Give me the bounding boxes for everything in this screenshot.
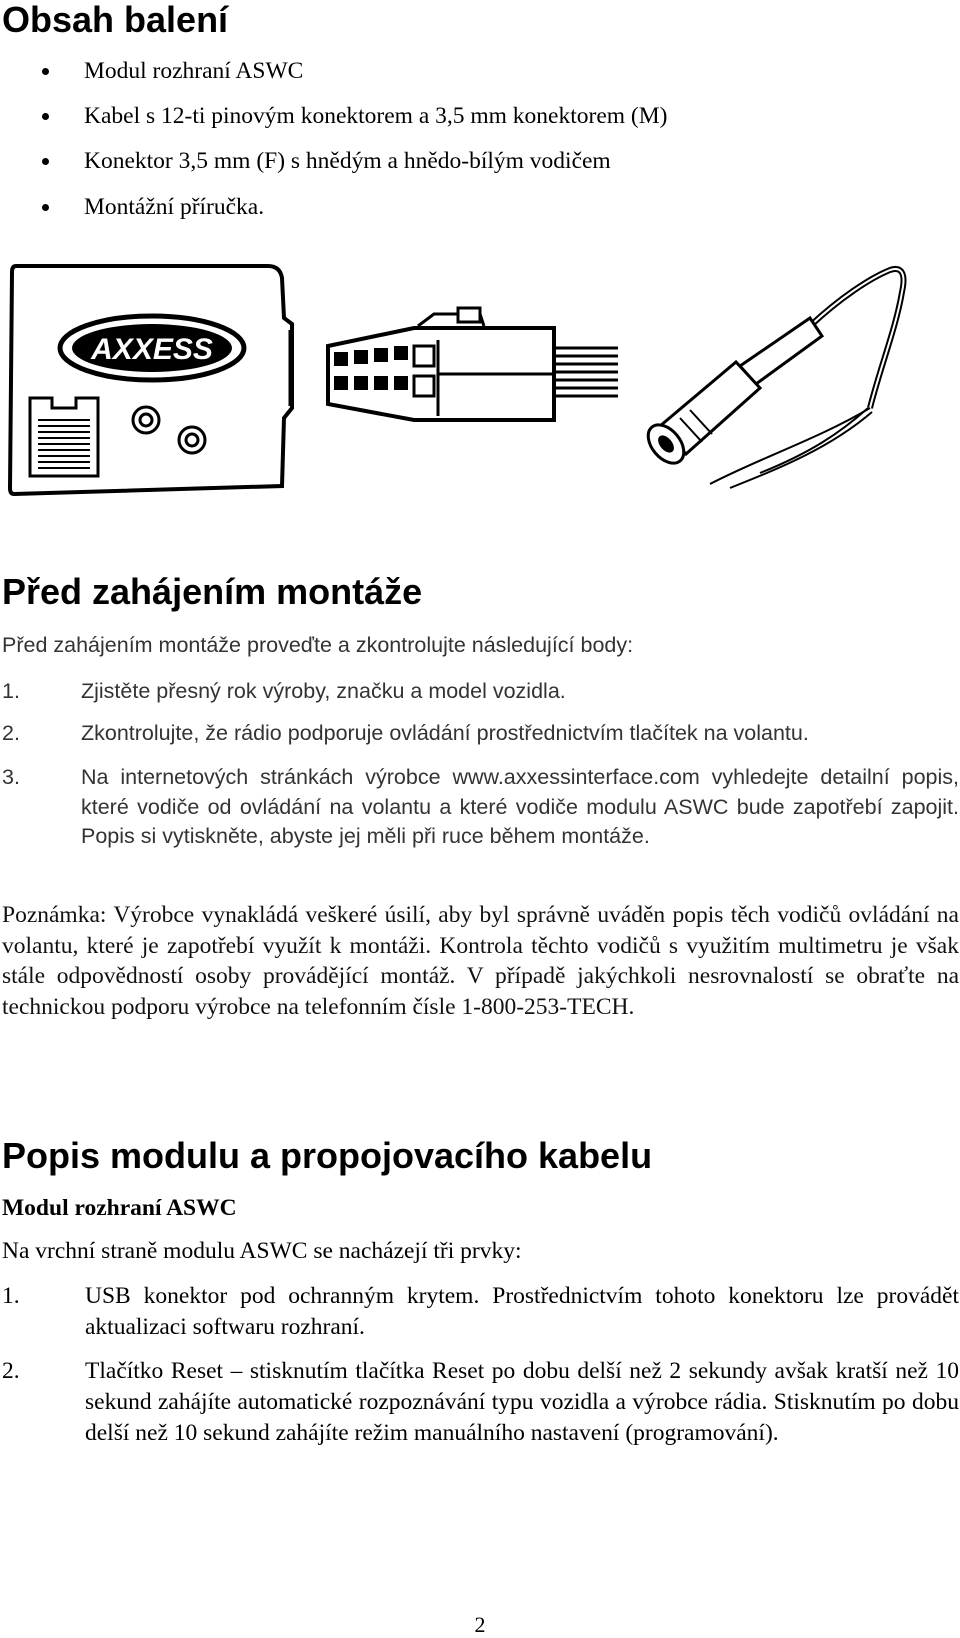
twelve-pin-connector-illustration [318,300,630,430]
list-item-text: Na internetových stránkách výrobce www.axxessinterface.com vyhledejte detailní popis, které vodiče od ovládání na volantu a které vodiče modulu ASWC bude zapotřebí zapojit. Popis si vytiskněte, abyste jej měli při ruce během montáže. [81,765,959,848]
subsection-intro: Na vrchní straně modulu ASWC se nacházejí tři prvky: [2,1238,522,1264]
section-title-package-contents: Obsah balení [2,0,229,40]
reset-button-icon [133,407,159,433]
bullet-icon [42,158,49,165]
section-title-before-installation: Před zahájením montáže [2,571,423,612]
list-item-text: Konektor 3,5 mm (F) s hnědým a hnědo-bílým vodičem [84,148,611,174]
jack-socket-icon [179,427,205,453]
note-paragraph: Poznámka: Výrobce vynakládá veškeré úsilí, aby byl správně uváděn popis těch vodičů ovládání na volantu, které je zapotřebí využít k montáži. Kontrola těchto vodičů s využitím multimetru je však stále odpovědností osoby provádějící montáž. V případě jakýchkoli nesrovnalostí se obraťte na technickou podporu výrobce na telefonním čísle 1-800-253-TECH. [2,902,959,1020]
bullet-icon [42,68,49,75]
list-item-number: 1. [2,679,20,703]
usb-port-cover [30,398,98,476]
svg-text:AXXESS: AXXESS [91,333,213,366]
bullet-icon [42,113,49,120]
list-item-text: Modul rozhraní ASWC [84,58,304,84]
section-title-module-description: Popis modulu a propojovacího kabelu [2,1135,653,1176]
list-item-number: 2. [2,1358,20,1384]
bullet-icon [42,204,49,211]
list-item-text: Zjistěte přesný rok výroby, značku a model vozidla. [81,679,566,703]
aswc-module-illustration [0,258,310,503]
list-item-number: 2. [2,721,20,745]
list-item-text: Tlačítko Reset – stisknutím tlačítka Reset po dobu delší než 2 sekundy avšak kratší než 10 sekund zahájíte automatické rozpoznávání typu vozidla a výrobce rádia. Stisknutím po dobu delší než 10 sekund zahájíte režim manuálního nastavení (programování). [85,1358,959,1446]
list-item-text: USB konektor pod ochranným krytem. Prostřednictvím tohoto konektoru lze provádět aktualizaci softwaru rozhraní. [85,1283,959,1340]
list-item-text: Kabel s 12-ti pinovým konektorem a 3,5 mm konektorem (M) [84,103,668,129]
list-item-number: 1. [2,1283,20,1309]
jack-cable-illustration [640,258,940,498]
section-intro: Před zahájením montáže proveďte a zkontrolujte následující body: [2,633,634,657]
page-number: 2 [474,1612,486,1637]
list-item-text: Montážní příručka. [84,194,265,220]
list-item-number: 3. [2,765,20,789]
subsection-title: Modul rozhraní ASWC [2,1195,237,1221]
axxess-logo [60,316,244,380]
list-item-text: Zkontrolujte, že rádio podporuje ovládání prostřednictvím tlačítek na volantu. [81,721,809,745]
